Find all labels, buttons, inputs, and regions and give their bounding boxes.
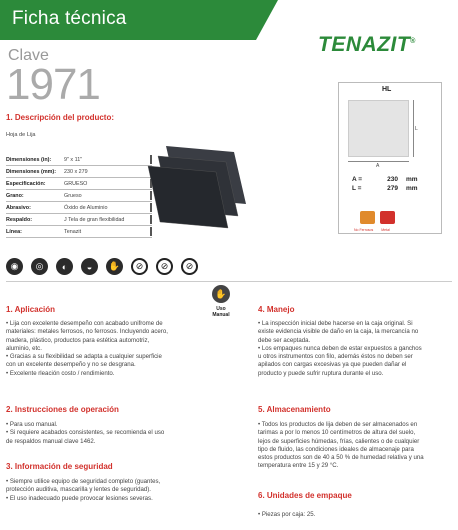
manejo-heading: 4. Manejo: [258, 305, 295, 314]
no-chemicals-icon: ⊘: [156, 258, 173, 275]
seguridad-text: • Siempre utilice equipo de seguridad completo (guantes, protección auditiva, mascarilla y lentes de seguridad). • El uso inadecuado puede provocar lesiones severas.: [6, 478, 161, 502]
mask-icon: ◎: [31, 258, 48, 275]
no-water-icon: ⊘: [131, 258, 148, 275]
metal-icon: [380, 211, 395, 224]
almacenamiento-text: • Todos los productos de lija deben de ser almacenados en tarimas a por lo menos 10 centímetros de altura del suelo, lejos de superficies húmedas, frías, calientes o de cualquier tipo de fluido, las condiciones ideales de almacenaje para estos productos son de 40 a 50 % de humedad relativa y una temperatura entre 15 y 29 °C.: [258, 421, 424, 470]
manejo-text: • La inspección inicial debe hacerse en la caja original. Si existe evidencia visible de daño en la caja, la mercancía no debe ser aceptada. • Los empaques nunca deben de estar expuestos a ganchos u otros instrumentos con filo, además éstos no deben ser apilados con cargas excesivas ya que pueden dañar el producto y puede sufrir ruptura durante el uso.: [258, 320, 422, 377]
seguridad-heading: 3. Información de seguridad: [6, 462, 113, 471]
document-title: Ficha técnica: [12, 8, 127, 29]
aplicacion-heading: 1. Aplicación: [6, 305, 56, 314]
length-dimension-line: [413, 100, 414, 157]
spec-row: Especificación: GRUESO: [6, 178, 152, 190]
brand-logo: TENAZIT®: [318, 33, 416, 56]
material-icons: [360, 211, 395, 224]
sandpaper-sheets-image: [146, 138, 256, 238]
dim-l-letter: L: [415, 126, 418, 132]
section-divider: [6, 281, 452, 282]
spec-row: Respaldo: J Tela de gran flexibilidad: [6, 214, 152, 226]
gloves-icon: ✋: [106, 258, 123, 275]
almacenamiento-heading: 5. Almacenamiento: [258, 405, 331, 414]
dim-a-letter: A: [376, 163, 380, 169]
material-labels: No Ferrosos Metal: [354, 228, 390, 232]
instrucciones-text: • Para uso manual. • Si requiere acabados consistentes, se recomienda el uso de respaldos manual clave 1462.: [6, 421, 165, 445]
product-name: Hoja de Lija: [6, 132, 36, 138]
spec-row: Abrasivo: Óxido de Aluminio: [6, 202, 152, 214]
instrucciones-heading: 2. Instrucciones de operación: [6, 405, 119, 414]
hand-icon: ✋: [212, 285, 230, 303]
nonferrous-icon: [360, 211, 375, 224]
spec-row: Dimensiones (mm): 230 x 279: [6, 166, 152, 178]
sheet-outline: [348, 100, 409, 157]
ear-protection-icon: ◐: [56, 258, 73, 275]
spec-row: Grano: Grueso: [6, 190, 152, 202]
description-heading: 1. Descripción del producto:: [6, 113, 115, 122]
dimension-values: A = 230 mm L = 279 mm: [352, 176, 418, 192]
spec-table: [6, 154, 152, 238]
header-bar: [0, 0, 256, 40]
diagram-title: HL: [382, 86, 392, 93]
clave-label: Clave: [8, 47, 49, 64]
use-mode-label: Uso Manual: [212, 306, 230, 318]
no-fire-icon: ⊘: [181, 258, 198, 275]
spec-row: Línea: Tenazit: [6, 226, 152, 238]
width-dimension-line: [348, 161, 409, 162]
empaque-text: • Piezas por caja: 25.: [258, 511, 316, 518]
empaque-heading: 6. Unidades de empaque: [258, 491, 352, 500]
safety-icons-row: [6, 258, 198, 275]
spec-row: Dimensiones (in): 9" x 11": [6, 154, 152, 166]
aplicacion-text: • Lija con excelente desempeño con acabado unifrome de materiales: metales ferrosos, no ferrosos. Incluyendo acero, madera, plástico, productos para estética automotriz, aluminio, etc. • Gracias a su flexibilidad se adapta a cualquier superficie con un excelente desempeño y no se desgrana. • Excelente rleación costo / rendimiento.: [6, 320, 168, 377]
goggles-icon: ◉: [6, 258, 23, 275]
helmet-icon: ◒: [81, 258, 98, 275]
clave-code: 1971: [6, 60, 100, 109]
